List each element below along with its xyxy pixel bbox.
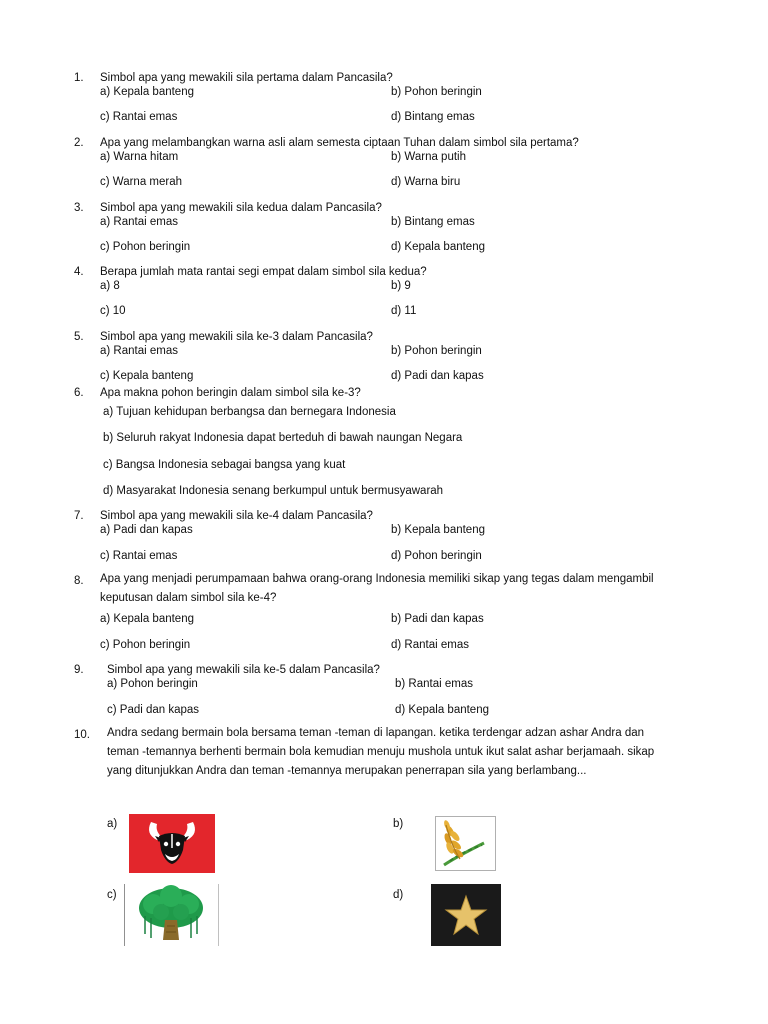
question-10-option-b: b) bbox=[393, 818, 404, 830]
question-1-option-c: c) Rantai emas bbox=[100, 111, 178, 123]
question-7-option-a: a) Padi dan kapas bbox=[100, 524, 193, 536]
question-9-text: Simbol apa yang mewakili sila ke-5 dalam Pancasila? bbox=[107, 664, 380, 676]
question-9-option-b: b) Rantai emas bbox=[395, 678, 473, 690]
bull-head-icon bbox=[129, 814, 215, 873]
banyan-tree-image bbox=[124, 884, 219, 946]
rice-cotton-icon bbox=[436, 817, 495, 870]
question-4-number: 4. bbox=[74, 266, 84, 278]
question-7-text: Simbol apa yang mewakili sila ke-4 dalam Pancasila? bbox=[100, 510, 373, 522]
question-5-option-d: d) Padi dan kapas bbox=[391, 370, 484, 382]
question-6-text: Apa makna pohon beringin dalam simbol sila ke-3? bbox=[100, 387, 361, 399]
question-6-option-a: a) Tujuan kehidupan berbangsa dan bernegara Indonesia bbox=[103, 406, 396, 418]
question-7-option-b: b) Kepala banteng bbox=[391, 524, 485, 536]
question-5-option-b: b) Pohon beringin bbox=[391, 345, 482, 357]
question-8-option-d: d) Rantai emas bbox=[391, 639, 469, 651]
star-icon bbox=[431, 884, 501, 946]
banyan-tree-icon bbox=[125, 884, 218, 946]
question-9-number: 9. bbox=[74, 664, 84, 676]
question-4-option-c: c) 10 bbox=[100, 305, 126, 317]
question-1-option-d: d) Bintang emas bbox=[391, 111, 475, 123]
question-3-text: Simbol apa yang mewakili sila kedua dalam Pancasila? bbox=[100, 202, 382, 214]
question-8-number: 8. bbox=[74, 575, 84, 587]
question-7-option-c: c) Rantai emas bbox=[100, 550, 178, 562]
question-6-option-d: d) Masyarakat Indonesia senang berkumpul untuk bermusyawarah bbox=[103, 485, 444, 497]
question-8-option-c: c) Pohon beringin bbox=[100, 639, 191, 651]
star-image bbox=[431, 884, 501, 946]
question-7-option-d: d) Pohon beringin bbox=[391, 550, 482, 562]
question-2-text: Apa yang melambangkan warna asli alam semesta ciptaan Tuhan dalam simbol sila pertama? bbox=[100, 137, 579, 149]
question-5-text: Simbol apa yang mewakili sila ke-3 dalam Pancasila? bbox=[100, 331, 373, 343]
question-9-option-d: d) Kepala banteng bbox=[395, 704, 489, 716]
question-5-option-c: c) Kepala banteng bbox=[100, 370, 194, 382]
question-7-number: 7. bbox=[74, 510, 84, 522]
question-2-number: 2. bbox=[74, 137, 84, 149]
question-8-text: Apa yang menjadi perumpamaan bahwa orang-orang Indonesia memiliki sikap yang tegas dalam mengambil keputusan dalam simbol sila ke-4? bbox=[100, 573, 654, 604]
question-10-number: 10. bbox=[74, 729, 90, 741]
question-1-option-b: b) Pohon beringin bbox=[391, 86, 482, 98]
question-4-option-b: b) 9 bbox=[391, 280, 411, 292]
question-9-option-a: a) Pohon beringin bbox=[107, 678, 198, 690]
question-3-option-c: c) Pohon beringin bbox=[100, 241, 191, 253]
question-3-number: 3. bbox=[74, 202, 84, 214]
question-5-number: 5. bbox=[74, 331, 84, 343]
question-9-option-c: c) Padi dan kapas bbox=[107, 704, 200, 716]
bull-head-image bbox=[129, 814, 215, 873]
question-10-text: Andra sedang bermain bola bersama teman -teman di lapangan. ketika terdengar adzan ashar Andra dan teman -temannya berhenti bermain bola kemudian menuju mushola untuk ikut salat ashar berjamaah. sikap yang ditunjukkan Andra dan teman -temannya merupakan penerrapan sila yang berlambang... bbox=[107, 727, 655, 777]
question-3-option-a: a) Rantai emas bbox=[100, 216, 178, 228]
question-4-option-a: a) 8 bbox=[100, 280, 120, 292]
question-4-option-d: d) 11 bbox=[391, 305, 417, 317]
question-3-option-b: b) Bintang emas bbox=[391, 216, 475, 228]
question-6-number: 6. bbox=[74, 387, 84, 399]
question-3-option-d: d) Kepala banteng bbox=[391, 241, 485, 253]
question-6-option-b: b) Seluruh rakyat Indonesia dapat berteduh di bawah naungan Negara bbox=[103, 432, 463, 444]
question-10-option-d: d) bbox=[393, 889, 404, 901]
question-2-option-c: c) Warna merah bbox=[100, 176, 183, 188]
question-10-option-c: c) bbox=[107, 889, 117, 901]
question-1-text: Simbol apa yang mewakili sila pertama dalam Pancasila? bbox=[100, 72, 393, 84]
question-1-number: 1. bbox=[74, 72, 84, 84]
question-2-option-b: b) Warna putih bbox=[391, 151, 466, 163]
question-1-option-a: a) Kepala banteng bbox=[100, 86, 194, 98]
question-10-option-a: a) bbox=[107, 818, 118, 830]
question-4-text: Berapa jumlah mata rantai segi empat dalam simbol sila kedua? bbox=[100, 266, 427, 278]
question-2-option-d: d) Warna biru bbox=[391, 176, 461, 188]
question-8-option-a: a) Kepala banteng bbox=[100, 613, 194, 625]
rice-cotton-image bbox=[435, 816, 496, 871]
question-5-option-a: a) Rantai emas bbox=[100, 345, 178, 357]
question-6-option-c: c) Bangsa Indonesia sebagai bangsa yang kuat bbox=[103, 459, 346, 471]
question-8-option-b: b) Padi dan kapas bbox=[391, 613, 484, 625]
question-2-option-a: a) Warna hitam bbox=[100, 151, 179, 163]
